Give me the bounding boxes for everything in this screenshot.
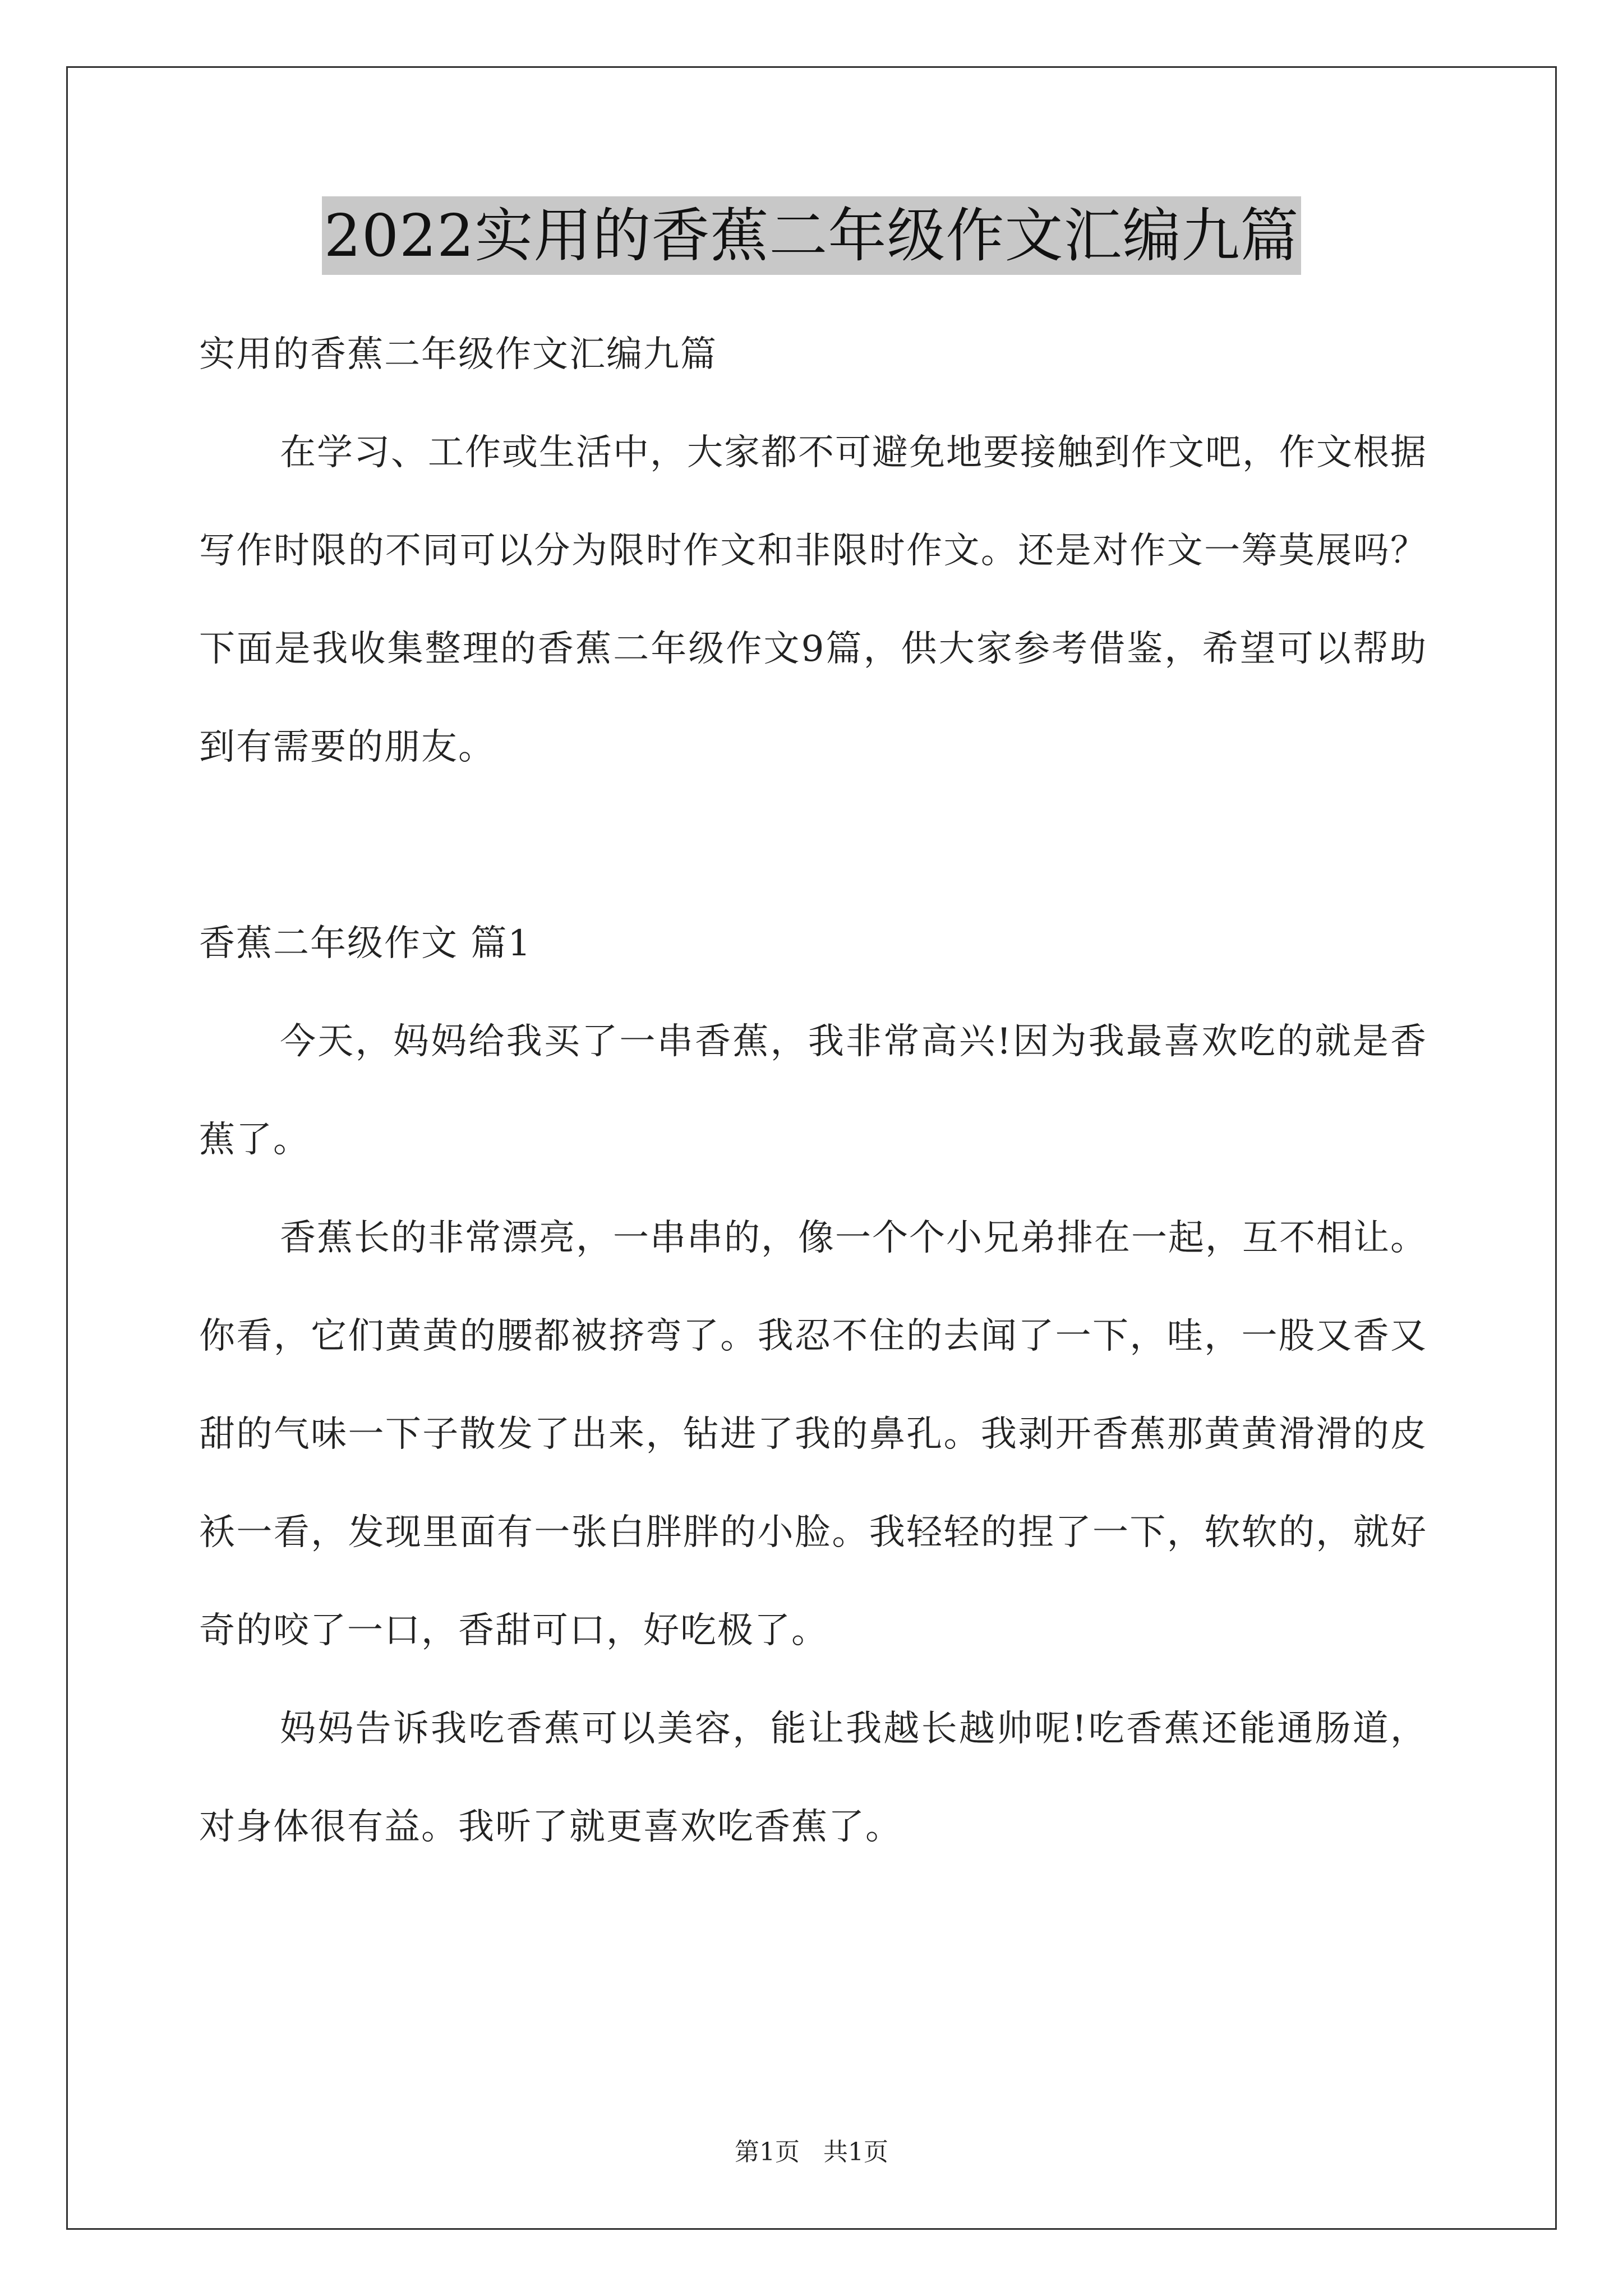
- document-title: 2022实用的香蕉二年级作文汇编九篇: [322, 196, 1302, 275]
- document-subtitle: 实用的香蕉二年级作文汇编九篇: [199, 334, 717, 375]
- page-total: 共1页: [823, 2138, 888, 2166]
- page-number: 第1页: [735, 2138, 800, 2166]
- intro-paragraph: 在学习、工作或生活中，大家都不可避免地要接触到作文吧，作文根据写作时限的不同可以分为限时作文和非限时作文。还是对作文一筹莫展吗？下面是我收集整理的香蕉二年级作文9篇，供大家参考借鉴，希望可以帮助到有需要的朋友。: [199, 432, 1427, 768]
- section-spacer: [199, 797, 1427, 895]
- title-container: [0, 196, 1623, 275]
- body-paragraph-3: 妈妈告诉我吃香蕉可以美容，能让我越长越帅呢!吃香蕉还能通肠道，对身体很有益。我听了就更喜欢吃香蕉了。: [199, 1708, 1427, 1848]
- body-paragraph-1: 今天，妈妈给我买了一串香蕉，我非常高兴!因为我最喜欢吃的就是香蕉了。: [199, 1021, 1427, 1161]
- document-body: [199, 306, 1427, 1876]
- page-footer: [0, 2132, 1623, 2168]
- section-heading: 香蕉二年级作文 篇1: [199, 923, 532, 964]
- body-paragraph-2: 香蕉长的非常漂亮，一串串的，像一个个小兄弟排在一起，互不相让。你看，它们黄黄的腰都被挤弯了。我忍不住的去闻了一下，哇，一股又香又甜的气味一下子散发了出来，钻进了我的鼻孔。我剥开香蕉那黄黄滑滑的皮袄一看，发现里面有一张白胖胖的小脸。我轻轻的捏了一下，软软的，就好奇的咬了一口，香甜可口，好吃极了。: [199, 1217, 1427, 1651]
